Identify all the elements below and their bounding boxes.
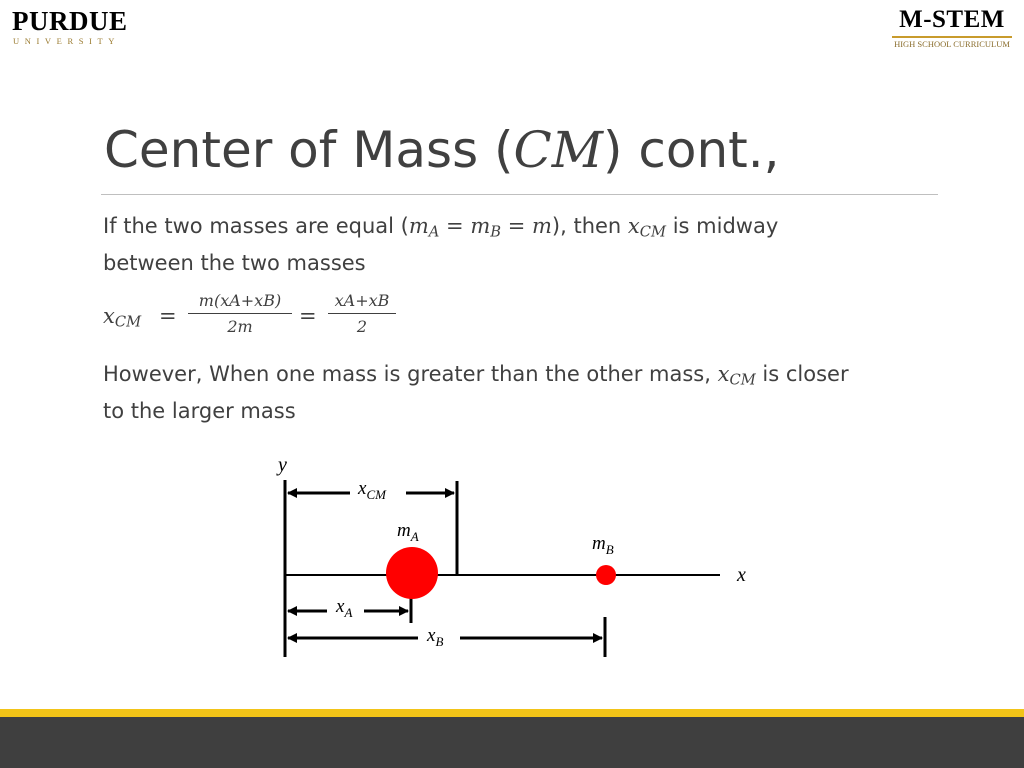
para1-m-a: m (408, 214, 429, 238)
y-axis-label: y (278, 454, 287, 476)
title-math: CM (513, 121, 603, 179)
mstem-logo-sub: HIGH SCHOOL CURRICULUM (894, 39, 1010, 49)
mass-a-circle (386, 547, 438, 599)
purdue-logo-name: PURDUE (12, 6, 128, 36)
formula-eq-1: = (159, 304, 177, 328)
para2-text-2: is closer (755, 362, 849, 386)
fraction-1-denominator: 2m (227, 317, 253, 336)
xa-label: $x_A$ (336, 596, 353, 620)
xb-label: $x_B$ (427, 625, 444, 649)
para1-eq-2: = (501, 214, 532, 238)
para2-text-1: However, When one mass is greater than the other mass, (103, 362, 718, 386)
para1-text-3: is midway (666, 214, 779, 238)
para1-x: x (627, 214, 640, 238)
formula-lhs-sub: CM (114, 313, 142, 331)
fraction-1-numerator: m(xA+xB) (198, 291, 282, 310)
title-text: Center of Mass ( (104, 121, 514, 179)
footer-gold-stripe (0, 709, 1024, 717)
mstem-logo-name: M-STEM (899, 6, 1005, 33)
para1-m-b-sub: B (490, 223, 502, 241)
para2-x-sub: CM (729, 371, 756, 389)
x-axis-label: x (737, 564, 746, 586)
purdue-logo-sub: UNIVERSITY (13, 36, 120, 46)
para1-eq-1: = (439, 214, 471, 238)
para1-m-b: m (470, 214, 491, 238)
para1-text-2: ), then (551, 214, 628, 238)
para2-text-3: to the larger mass (103, 398, 296, 423)
para1-text-4: between the two masses (103, 250, 366, 275)
para1-m: m (532, 214, 552, 238)
mass-b-circle (596, 565, 616, 585)
fraction-2-denominator: 2 (356, 317, 368, 336)
para1-text-1: If the two masses are equal ( (103, 214, 409, 238)
mass-b-label: $m_B$ (592, 533, 614, 557)
para1-x-sub: CM (639, 223, 667, 241)
footer-gray-bar (0, 717, 1024, 768)
title-end: ) cont., (603, 121, 780, 179)
mass-a-label: $m_A$ (397, 520, 419, 544)
xcm-label: $x_{CM}$ (358, 478, 386, 502)
formula-eq-2: = (299, 304, 317, 328)
formula-lhs-x: x (103, 304, 115, 328)
para2-x: x (717, 362, 730, 386)
fraction-2-numerator: xA+xB (334, 291, 390, 310)
para1-m-a-sub: A (428, 223, 440, 241)
